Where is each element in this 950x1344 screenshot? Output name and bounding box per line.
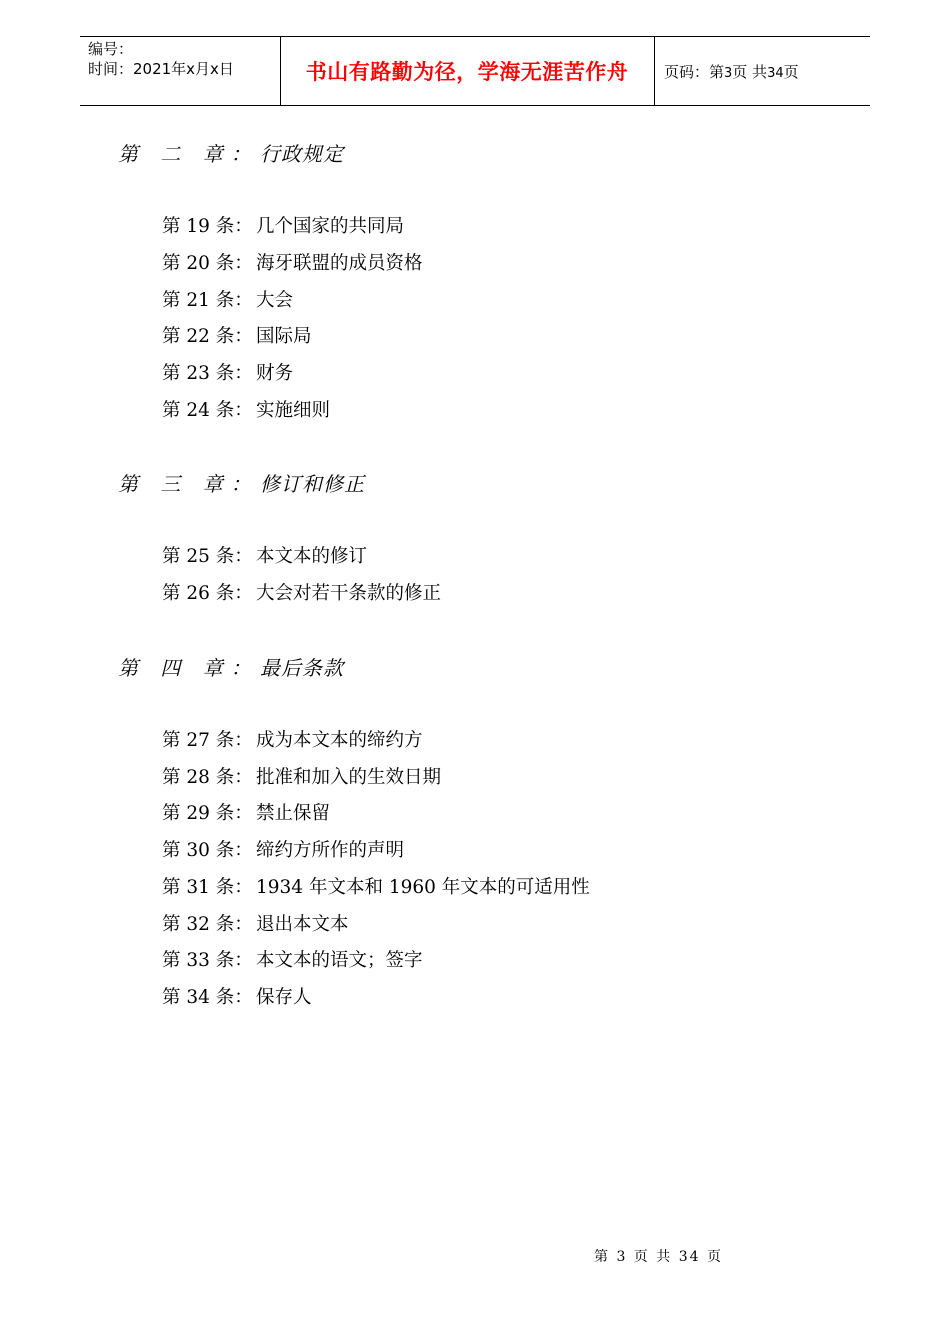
article-title: 财务 — [256, 363, 294, 384]
article-label: 第 19 条： — [162, 216, 253, 237]
chapter-label: 第 四 章： — [118, 656, 259, 680]
article-label: 第 34 条： — [162, 987, 253, 1008]
chapter-label: 第 二 章： — [118, 142, 259, 166]
article-item — [162, 322, 312, 348]
page-prefix: 页码：第 — [664, 63, 725, 81]
chapter-title: 最后条款 — [260, 656, 344, 680]
article-item — [162, 799, 330, 825]
article-title: 1934 年文本和 1960 年文本的可适用性 — [256, 877, 590, 898]
article-title: 缔约方所作的声明 — [256, 840, 405, 861]
page-middle: 页 共 — [732, 63, 768, 81]
article-item — [162, 212, 404, 238]
time-label: 时间：2021年x月x日 — [88, 60, 234, 78]
chapter-heading — [118, 138, 344, 167]
article-label: 第 20 条： — [162, 253, 253, 274]
article-label: 第 23 条： — [162, 363, 253, 384]
page-footer: 第 3 页 共 34 页 — [594, 1249, 723, 1265]
article-title: 国际局 — [256, 326, 312, 347]
article-title: 本文本的语文；签字 — [256, 950, 423, 971]
article-label: 第 22 条： — [162, 326, 253, 347]
page-suffix: 页 — [783, 63, 799, 81]
article-title: 海牙联盟的成员资格 — [256, 253, 423, 274]
page-total: 34 — [767, 66, 784, 81]
article-item — [162, 946, 423, 972]
article-label: 第 21 条： — [162, 290, 253, 311]
article-title: 批准和加入的生效日期 — [256, 767, 442, 788]
article-item — [162, 249, 423, 275]
article-item — [162, 396, 330, 422]
article-title: 大会对若干条款的修正 — [256, 583, 442, 604]
chapter-title: 行政规定 — [260, 142, 344, 166]
article-label: 第 33 条： — [162, 950, 253, 971]
article-title: 成为本文本的缔约方 — [256, 730, 423, 751]
chapter-label: 第 三 章： — [118, 472, 259, 496]
article-label: 第 30 条： — [162, 840, 253, 861]
article-label: 第 28 条： — [162, 767, 253, 788]
chapter-title: 修订和修正 — [260, 472, 365, 496]
article-label: 第 26 条： — [162, 583, 253, 604]
page-header — [80, 36, 870, 106]
article-label: 第 25 条： — [162, 546, 253, 567]
article-item — [162, 910, 349, 936]
article-item — [162, 763, 441, 789]
article-label: 第 32 条： — [162, 914, 253, 935]
article-item — [162, 983, 312, 1009]
article-title: 退出本文本 — [256, 914, 349, 935]
article-item — [162, 542, 367, 568]
article-title: 保存人 — [256, 987, 312, 1008]
chapter-heading — [118, 468, 365, 497]
article-item — [162, 359, 293, 385]
header-motto: 书山有路勤为径，学海无涯苦作舟 — [305, 60, 629, 84]
page-current: 3 — [724, 66, 733, 81]
article-title: 几个国家的共同局 — [256, 216, 405, 237]
header-meta — [88, 39, 234, 79]
article-title: 实施细则 — [256, 400, 331, 421]
article-item — [162, 873, 590, 899]
header-page-info — [664, 61, 799, 82]
article-item — [162, 286, 293, 312]
article-label: 第 27 条： — [162, 730, 253, 751]
article-label: 第 24 条： — [162, 400, 253, 421]
article-title: 本文本的修订 — [256, 546, 368, 567]
article-label: 第 29 条： — [162, 803, 253, 824]
article-title: 禁止保留 — [256, 803, 331, 824]
article-item — [162, 836, 404, 862]
article-title: 大会 — [256, 290, 294, 311]
header-divider — [654, 37, 655, 105]
chapter-heading — [118, 652, 344, 681]
number-label: 编号： — [88, 40, 134, 58]
article-item — [162, 726, 423, 752]
article-item — [162, 579, 441, 605]
article-label: 第 31 条： — [162, 877, 253, 898]
